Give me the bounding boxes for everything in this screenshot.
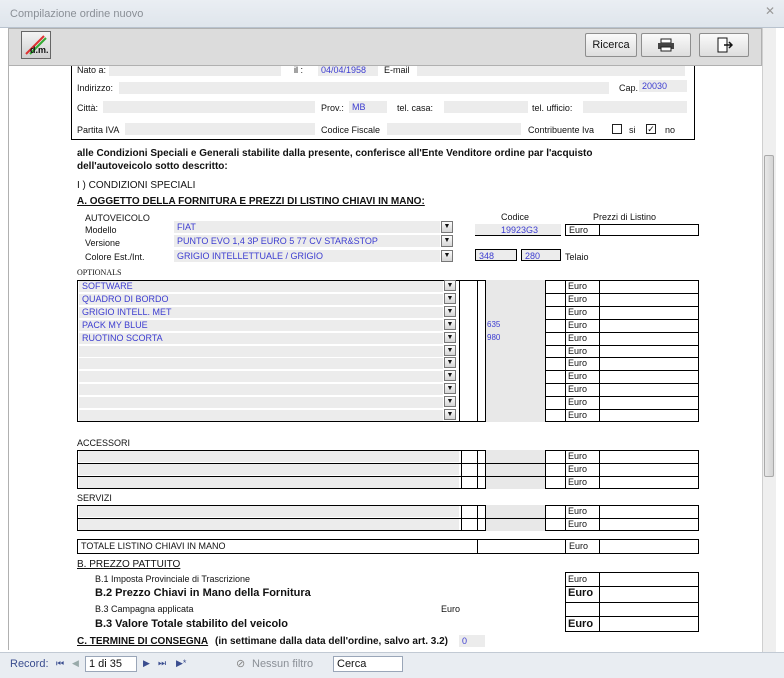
prev-record-icon[interactable]: ◀ — [72, 658, 79, 668]
optional-code: 635 — [487, 320, 501, 329]
optional-dropdown-icon[interactable]: ▼ — [444, 409, 456, 420]
modello-field[interactable]: FIAT — [174, 221, 440, 233]
citta-label: Città: — [77, 103, 99, 113]
email-field[interactable] — [417, 66, 685, 76]
accessori-col-divider-1 — [477, 450, 478, 489]
optional-dropdown-icon[interactable]: ▼ — [444, 357, 456, 368]
consegna-field[interactable]: 0 — [459, 635, 485, 647]
first-record-icon[interactable]: ⏮ — [56, 658, 65, 668]
b1-euro: Euro — [568, 574, 588, 584]
cf-field[interactable] — [387, 123, 521, 135]
optional-code: 980 — [487, 333, 501, 342]
vertical-scrollbar-thumb[interactable] — [764, 155, 774, 477]
new-record-icon[interactable]: ▶* — [176, 658, 187, 668]
versione-field[interactable]: PUNTO EVO 1,4 3P EURO 5 77 CV STAR&STOP — [174, 235, 440, 247]
optionals-col-divider-2 — [485, 280, 486, 422]
servizi-row[interactable] — [79, 506, 459, 517]
accessori-row[interactable] — [79, 477, 459, 488]
b3-euro: Euro — [568, 618, 594, 630]
il-label: il : — [294, 66, 303, 75]
indirizzo-field[interactable] — [119, 82, 609, 94]
versione-dropdown-icon[interactable]: ▼ — [441, 235, 453, 247]
optionals-col-divider-1 — [477, 280, 478, 422]
telaio-label: Telaio — [565, 252, 589, 262]
intro-line2: dell'autoveicolo sotto descritto: — [77, 161, 228, 172]
si-label: si — [629, 125, 636, 135]
contribuente-label: Contribuente Iva — [528, 125, 595, 135]
tel-casa-field[interactable] — [444, 101, 528, 113]
tel-ufficio-label: tel. ufficio: — [532, 103, 573, 113]
accessori-col-divider-2 — [485, 450, 486, 489]
b2-euro: Euro — [568, 587, 594, 599]
optional-dropdown-icon[interactable]: ▼ — [444, 383, 456, 394]
totale-euro: Euro — [569, 541, 589, 551]
colore-label: Colore Est./Int. — [85, 252, 145, 262]
b3a-euro: Euro — [441, 604, 461, 614]
optional-row[interactable] — [79, 410, 443, 421]
optional-euro: Euro — [568, 333, 588, 343]
optional-euro: Euro — [568, 294, 588, 304]
optional-row[interactable] — [79, 346, 443, 357]
accessori-row[interactable] — [79, 464, 459, 475]
b3-label: B.3 Valore Totale stabilito del veicolo — [95, 618, 288, 630]
optional-row[interactable] — [79, 358, 443, 369]
prezzo-veicolo-divider — [599, 224, 600, 236]
si-checkbox[interactable] — [612, 124, 622, 134]
tel-ufficio-field[interactable] — [583, 101, 687, 113]
cf-label: Codice Fiscale — [321, 125, 381, 135]
accessori-code-column — [485, 450, 545, 489]
accessori-euro: Euro — [568, 464, 588, 474]
optional-dropdown-icon[interactable]: ▼ — [444, 332, 456, 343]
optional-row[interactable] — [79, 397, 443, 408]
accessori-row[interactable] — [79, 451, 459, 462]
section-b-line-2 — [565, 602, 699, 603]
search-box[interactable]: Cerca — [333, 656, 403, 672]
filter-icon[interactable]: ⊘ — [236, 658, 246, 670]
optional-dropdown-icon[interactable]: ▼ — [444, 306, 456, 317]
codice-field[interactable]: 19923G3 — [475, 224, 561, 236]
optional-row[interactable]: RUOTINO SCORTA — [79, 333, 443, 344]
optional-dropdown-icon[interactable]: ▼ — [444, 280, 456, 291]
totale-divider-2 — [565, 539, 566, 554]
totale-divider-1 — [477, 539, 478, 554]
optional-row[interactable]: PACK MY BLUE — [79, 320, 443, 331]
optional-euro: Euro — [568, 346, 588, 356]
print-button[interactable] — [641, 33, 691, 57]
logo-text: d.m. — [30, 45, 49, 55]
optional-row[interactable] — [79, 371, 443, 382]
colore-code1-field[interactable]: 348 — [475, 249, 517, 261]
autoveicolo-label: AUTOVEICOLO — [85, 213, 150, 223]
prezzi-label: Prezzi di Listino — [593, 212, 657, 222]
codice-label: Codice — [501, 212, 530, 222]
section-b-line-3 — [565, 616, 699, 617]
accessori-col-divider-0 — [461, 450, 462, 489]
logo-button[interactable] — [21, 31, 51, 59]
email-label: E-mail — [384, 66, 410, 75]
optionals-col-divider-3 — [545, 280, 546, 422]
section-b-title: B. PREZZO PATTUITO — [77, 559, 181, 570]
optional-row[interactable] — [79, 384, 443, 395]
optional-row[interactable]: GRIGIO INTELL. MET — [79, 307, 443, 318]
no-label: no — [665, 125, 676, 135]
search-button-label: Ricerca — [592, 39, 630, 51]
optional-euro: Euro — [568, 320, 588, 330]
printer-icon — [657, 38, 675, 52]
optionals-col-divider-5 — [599, 280, 600, 422]
optionals-code-column — [485, 280, 545, 422]
intro-line1: alle Condizioni Speciali e Generali stabilite dalla presente, conferisce all'Ente Venditore ordine par l'acquisto — [77, 148, 593, 159]
servizi-label: SERVIZI — [77, 493, 112, 503]
versione-label: Versione — [85, 238, 121, 248]
cap-label: Cap. — [619, 83, 639, 93]
accessori-col-divider-4 — [565, 450, 566, 489]
optional-euro: Euro — [568, 410, 588, 420]
status-bar — [0, 652, 784, 678]
cap-field[interactable]: 20030 — [639, 80, 687, 92]
accessori-euro: Euro — [568, 451, 588, 461]
servizi-euro: Euro — [568, 519, 588, 529]
optionals-col-divider-0 — [459, 280, 460, 422]
il-field[interactable]: 04/04/1958 — [318, 66, 378, 76]
close-icon[interactable]: ✕ — [764, 4, 776, 18]
optional-row[interactable]: QUADRO DI BORDO — [79, 294, 443, 305]
prov-field[interactable]: MB — [349, 101, 387, 113]
optional-row[interactable]: SOFTWARE — [79, 281, 443, 292]
optional-dropdown-icon[interactable]: ▼ — [444, 345, 456, 356]
piva-label: Partita IVA — [77, 125, 120, 135]
section1-title: I ) CONDIZIONI SPECIALI — [77, 180, 196, 191]
exit-door-icon — [715, 37, 733, 53]
totale-label: TOTALE LISTINO CHIAVI IN MANO — [81, 541, 226, 551]
colore-code2-field[interactable]: 280 — [521, 249, 561, 261]
next-record-icon[interactable]: ▶ — [143, 658, 150, 668]
accessori-euro: Euro — [568, 477, 588, 487]
optionals-label: OPTIONALS — [77, 268, 122, 277]
optional-euro: Euro — [568, 307, 588, 317]
optional-euro: Euro — [568, 384, 588, 394]
exit-button[interactable] — [699, 33, 749, 57]
record-input[interactable]: 1 di 35 — [85, 656, 137, 672]
section1-subtitle: A. OGGETTO DELLA FORNITURA E PREZZI DI LISTINO CHIAVI IN MANO: — [77, 196, 425, 207]
colore-dropdown-icon[interactable]: ▼ — [441, 250, 453, 262]
accessori-col-divider-5 — [599, 450, 600, 489]
optional-dropdown-icon[interactable]: ▼ — [444, 319, 456, 330]
nato-label: Nato a: — [77, 66, 107, 75]
indirizzo-label: Indirizzo: — [77, 83, 114, 93]
optionals-col-divider-4 — [565, 280, 566, 422]
order-form — [8, 66, 762, 650]
optional-euro: Euro — [568, 397, 588, 407]
accessori-label: ACCESSORI — [77, 438, 131, 448]
b3a-label: B.3 Campagna applicata — [95, 604, 194, 614]
optional-euro: Euro — [568, 281, 588, 291]
prov-label: Prov.: — [321, 103, 344, 113]
no-checkbox[interactable]: ✓ — [647, 124, 655, 134]
section-c-title: C. TERMINE DI CONSEGNA — [77, 636, 209, 647]
b2-label: B.2 Prezzo Chiavi in Mano della Fornitura — [95, 587, 311, 599]
prezzo-veicolo-euro: Euro — [569, 225, 589, 235]
record-label: Record: — [10, 658, 49, 670]
optional-dropdown-icon[interactable]: ▼ — [444, 396, 456, 407]
totale-divider-3 — [599, 539, 600, 554]
last-record-icon[interactable]: ⏭ — [158, 658, 167, 668]
filter-label[interactable]: Nessun filtro — [252, 658, 314, 670]
tel-casa-label: tel. casa: — [397, 103, 434, 113]
optional-euro: Euro — [568, 371, 588, 381]
b1-label: B.1 Imposta Provinciale di Trascrizione — [95, 574, 251, 584]
optional-dropdown-icon[interactable]: ▼ — [444, 293, 456, 304]
search-button[interactable] — [585, 33, 637, 57]
section-c-note: (in settimane dalla data dell'ordine, salvo art. 3.2) — [215, 636, 449, 647]
optional-euro: Euro — [568, 358, 588, 368]
title-bar — [0, 0, 784, 28]
servizi-euro: Euro — [568, 506, 588, 516]
modello-label: Modello — [85, 225, 117, 235]
window-title: Compilazione ordine nuovo — [10, 8, 144, 20]
citta-field[interactable] — [103, 101, 315, 113]
nato-field[interactable] — [109, 66, 281, 76]
colore-field[interactable]: GRIGIO INTELLETTUALE / GRIGIO — [174, 250, 440, 262]
optional-dropdown-icon[interactable]: ▼ — [444, 370, 456, 381]
modello-dropdown-icon[interactable]: ▼ — [441, 221, 453, 233]
toolbar — [8, 28, 762, 66]
servizi-row[interactable] — [79, 519, 459, 530]
piva-field[interactable] — [125, 123, 315, 135]
accessori-col-divider-3 — [545, 450, 546, 489]
